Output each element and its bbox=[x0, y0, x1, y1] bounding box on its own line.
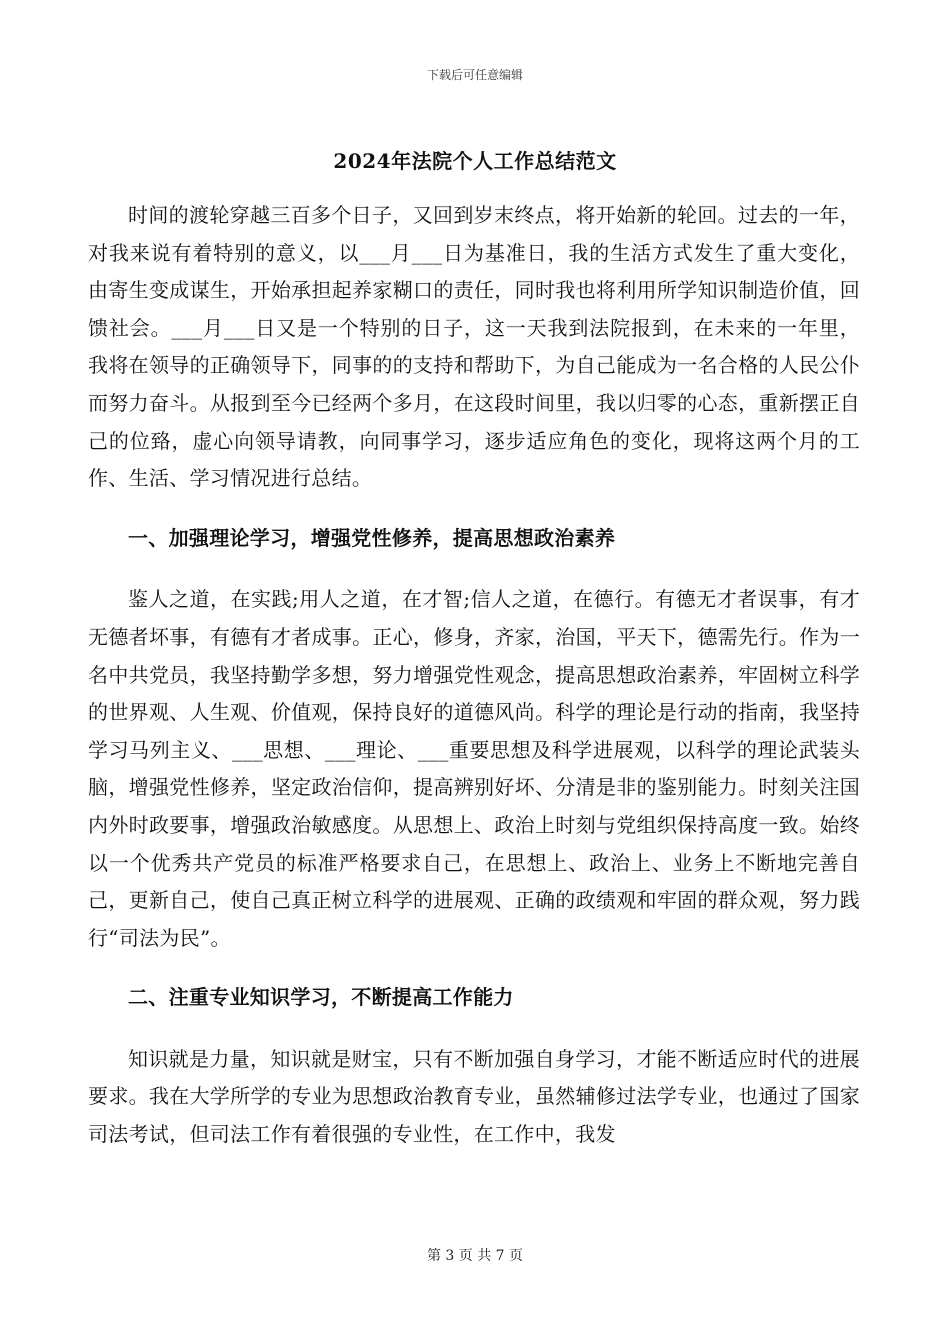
section-2-heading: 二、注重专业知识学习，不断提高工作能力 bbox=[128, 985, 514, 1010]
spacer bbox=[88, 498, 860, 520]
section-1-heading: 一、加强理论学习，增强党性修养，提高思想政治素养 bbox=[128, 525, 616, 550]
page-number: 第 3 页 共 7 页 bbox=[426, 1248, 524, 1264]
document-body bbox=[88, 197, 860, 1154]
spacer bbox=[88, 957, 860, 979]
spacer bbox=[88, 1017, 860, 1041]
section-1-paragraph: 鉴人之道，在实践;用人之道，在才智;信人之道，在德行。有德无才者误事，有才无德者坏事，有德有才者成事。正心，修身，齐家，治国，平天下，德需先行。作为一名中共党员，我坚持勤学多想，努力增强党性观念，提高思想政治素养，牢固树立科学的世界观、人生观、价值观，保持良好的道德风尚。科学的理论是行动的指南，我坚持学习马列主义、___思想、___理论、___重要思想及科学进展观，以科学的理论武装头脑，增强党性修养，坚定政治信仰，提高辨别好坏、分清是非的鉴别能力。时刻关注国内外时政要事，增强政治敏感度。从思想上、政治上时刻与党组织保持高度一致。始终以一个优秀共产党员的标准严格要求自己，在思想上、政治上、业务上不断地完善自己，更新自己，使自己真正树立科学的进展观、正确的政绩观和牢固的群众观，努力践行“司法为民”。 bbox=[88, 587, 860, 950]
page-header-note: 下载后可任意编辑 bbox=[426, 68, 523, 82]
document-title: 2024年法院个人工作总结范文 bbox=[333, 149, 617, 173]
section-2-paragraph: 知识就是力量，知识就是财宝，只有不断加强自身学习，才能不断适应时代的进展要求。我在大学所学的专业为思想政治教育专业，虽然辅修过法学专业，也通过了国家司法考试，但司法工作有着很强的专业性，在工作中，我发 bbox=[88, 1046, 860, 1147]
intro-paragraph: 时间的渡轮穿越三百多个日子，又回到岁末终点，将开始新的轮回。过去的一年，对我来说有着特别的意义，以___月___日为基准日，我的生活方式发生了重大变化，由寄生变成谋生，开始承担起养家糊口的责任，同时我也将利用所学知识制造价值，回馈社会。___月___日又是一个特别的日子，这一天我到法院报到，在未来的一年里，我将在领导的正确领导下，同事的的支持和帮助下，为自己能成为一名合格的人民公仆而努力奋斗。从报到至今已经两个多月，在这段时间里，我以归零的心态，重新摆正自己的位臵，虚心向领导请教，向同事学习，逐步适应角色的变化，现将这两个月的工作、生活、学习情况进行总结。 bbox=[88, 203, 860, 491]
spacer bbox=[88, 557, 860, 581]
